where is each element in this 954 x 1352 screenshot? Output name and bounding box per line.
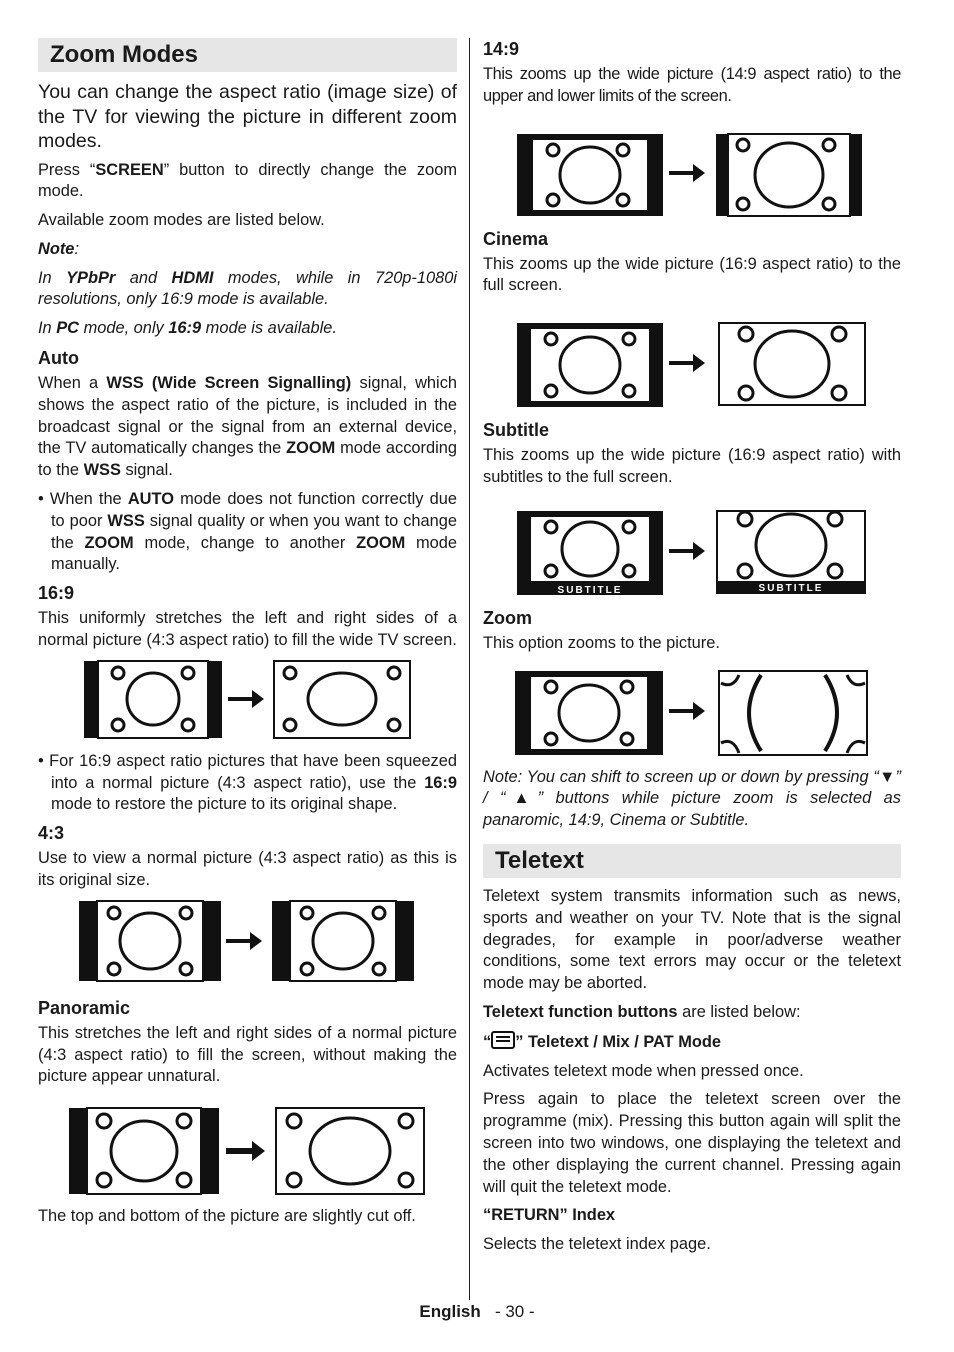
ratio-4-3-text: Use to view a normal picture (4:3 aspect ratio) as this is its original size. (38, 849, 457, 890)
zoom-heading: Zoom (483, 607, 532, 628)
note-pc: In PC mode, only 16:9 mode is available. (38, 319, 337, 338)
panoramic-text: This stretches the left and right sides of a normal picture (4:3 aspect ratio) to fill the screen, without making the picture appear unnatural. (38, 1023, 457, 1086)
diagram-4-3 (38, 899, 457, 983)
teletext-press-again: Press again to place the teletext screen over the programme (mix). Pressing this button again will split the screen into two windows, one displaying the teletext and the other displaying the current channel. Pressing again will quit the teletext mode. (483, 1090, 901, 1196)
cinema-text: This zooms up the wide picture (16:9 aspect ratio) to the full screen. (483, 254, 901, 295)
subtitle-text: This zooms up the wide picture (16:9 aspect ratio) with subtitles to the full screen. (483, 446, 901, 486)
screen-button-text: Press “SCREEN” button to directly change the zoom mode. (38, 160, 457, 201)
zoom-modes-title: Zoom Modes (38, 38, 457, 72)
auto-text: When a WSS (Wide Screen Signalling) signal, which shows the aspect ratio of the picture, is included in the broadcast signal or the signal from an external device, the TV automatically changes the ZOOM mode according to the WSS signal. (38, 374, 457, 480)
ratio-4-3-heading: 4:3 (38, 823, 65, 844)
teletext-intro: Teletext system transmits information such as news, sports and weather on your TV. Note that is the signal degrades, for example in poor/adverse weather conditions, some text errors may occur or the teletext mode may be aborted. (483, 886, 901, 993)
teletext-icon (491, 1031, 515, 1049)
available-modes-text: Available zoom modes are listed below. (38, 211, 325, 230)
auto-heading: Auto (38, 348, 79, 369)
return-index-text: Selects the teletext index page. (483, 1235, 711, 1254)
diagram-16-9 (38, 659, 457, 741)
ratio-14-9-text: This zooms up the wide picture (14:9 aspect ratio) to the upper and lower limits of the screen. (483, 65, 901, 105)
ratio-16-9-bullet: • For 16:9 aspect ratio pictures that have been squeezed into a normal picture (4:3 aspect ratio), use the 16:9 mode to restore the picture to its original shape. (38, 751, 457, 814)
diagram-14-9 (483, 132, 901, 218)
diagram-subtitle (483, 509, 901, 597)
ratio-14-9-heading: 14:9 (483, 39, 520, 59)
column-divider (469, 38, 470, 1300)
shift-note: Note: You can shift to screen up or down by pressing “▼” / “▲” buttons while picture zoom is selected as panaromic, 14:9, Cinema or Subtitle. (483, 767, 901, 830)
panoramic-after-text: The top and bottom of the picture are slightly cut off. (38, 1207, 416, 1226)
left-column (38, 38, 457, 1235)
footer-language: English (419, 1302, 481, 1321)
note-label: Note: (38, 239, 79, 258)
page-footer (0, 1302, 954, 1322)
teletext-activates: Activates teletext mode when pressed once. (483, 1061, 804, 1080)
note-ypbpr-hdmi: In YPbPr and HDMI modes, while in 720p-1080i resolutions, only 16:9 mode is available. (38, 268, 457, 309)
zoom-intro: You can change the aspect ratio (image size) of the TV for viewing the picture in different zoom modes. (38, 81, 457, 152)
diagram-zoom (483, 669, 901, 757)
subtitle-heading: Subtitle (483, 420, 549, 441)
teletext-function-buttons: Teletext function buttons are listed below: (483, 1002, 801, 1021)
return-index-heading: “RETURN” Index (483, 1206, 616, 1225)
right-column (483, 38, 901, 1263)
subtitle-label-after: SUBTITLE (758, 582, 824, 594)
ratio-16-9-text: This uniformly stretches the left and right sides of a normal picture (4:3 aspect ratio) to fill the wide TV screen. (38, 609, 457, 650)
diagram-cinema (483, 321, 901, 409)
diagram-panoramic (38, 1106, 457, 1196)
auto-bullet: • When the AUTO mode does not function correctly due to poor WSS signal quality or when you want to change the ZOOM mode, change to another ZOOM mode manually. (38, 490, 458, 574)
ratio-16-9-heading: 16:9 (38, 583, 75, 604)
subtitle-label-before: SUBTITLE (557, 584, 623, 596)
teletext-mode-heading: “ ” Teletext / Mix / PAT Mode (483, 1032, 722, 1051)
cinema-heading: Cinema (483, 228, 549, 249)
panoramic-heading: Panoramic (38, 997, 131, 1018)
footer-page-number: - 30 - (494, 1302, 535, 1321)
zoom-text: This option zooms to the picture. (483, 633, 720, 652)
teletext-title: Teletext (483, 844, 901, 878)
